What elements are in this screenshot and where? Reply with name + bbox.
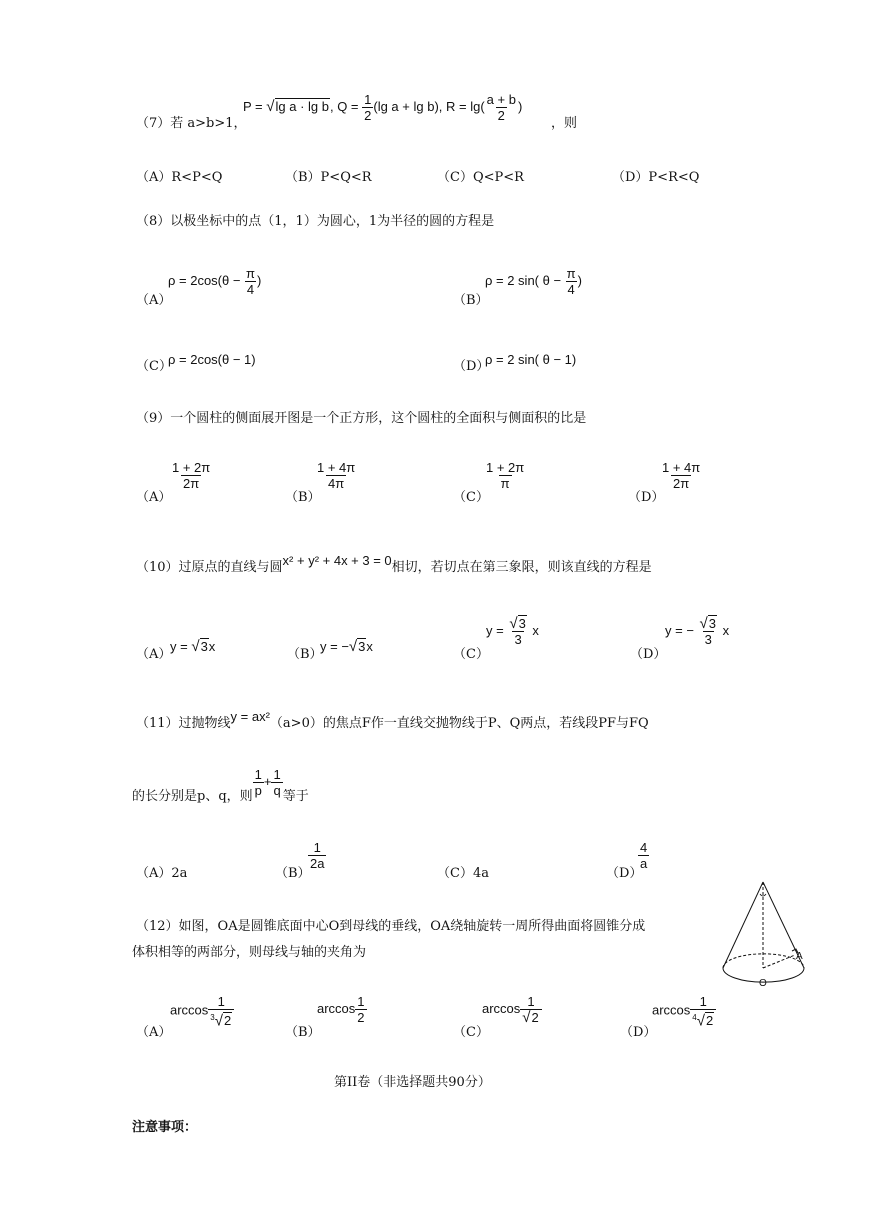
q8-option-b-formula: ρ = 2 sin( θ − $\frac{\pi}{4}$ ) [485, 266, 582, 297]
q11-option-b-label: （B） [275, 866, 311, 881]
q9-option-c-fraction: $\frac{1 + 2\pi}{\pi}$ [486, 460, 525, 491]
q8-option-a-formula: ρ = 2cos(θ − $\frac{\pi}{4}$ ) [168, 266, 262, 297]
q10-option-b-formula: y = −√3x [320, 638, 373, 655]
q7-option-d: （D）P<R<Q [612, 170, 700, 185]
q11-label: （11）过抛物线y = ax²（a>0）的焦点F作一直线交抛物线于P、Q两点，若线段PF与FQ [136, 709, 649, 731]
q12-option-b-formula: arccos $\frac{1}{2}$ [317, 994, 365, 1025]
q9-option-a-fraction: $\frac{1 + 2\pi}{2\pi}$ [172, 460, 211, 491]
q11-parabola-equation: y = ax² [230, 709, 270, 724]
q11-option-a: （A）2a [136, 866, 188, 881]
q9-option-a-label: （A） [136, 490, 172, 505]
label-a: A [796, 951, 803, 962]
q12-option-b-label: （B） [285, 1025, 321, 1040]
q11-option-d-fraction: $\frac{4}{a}$ [640, 840, 648, 871]
q8-option-d-formula: ρ = 2 sin( θ − 1) [485, 352, 577, 367]
q10-option-d-formula: y = − $\frac{√3}{3}$ x [665, 615, 730, 647]
q8-option-b-label: （B） [453, 293, 489, 308]
cone-figure [716, 876, 816, 991]
label-o: O [759, 978, 767, 989]
cone-left-generatrix [723, 882, 763, 968]
q10-circle-equation: x² + y² + 4x + 3 = 0 [282, 553, 392, 568]
q10-label: （10）过原点的直线与圆x² + y² + 4x + 3 = 0相切，若切点在第三象限，则该直线的方程是 [136, 553, 652, 575]
q12-option-a-formula: arccos $\frac{1}{^3√2}$ [170, 994, 234, 1028]
q8-option-c-label: （C） [136, 359, 172, 374]
notes-heading: 注意事项： [132, 1120, 198, 1135]
q9-option-d-fraction: $\frac{1 + 4\pi}{2\pi}$ [662, 460, 701, 491]
q9-label: （9）一个圆柱的侧面展开图是一个正方形，这个圆柱的全面积与侧面积的比是 [136, 411, 587, 426]
q12-option-a-label: （A） [136, 1025, 172, 1040]
q12-line1: （12）如图，OA是圆锥底面中心O到母线的垂线，OA绕轴旋转一周所得曲面将圆锥分成 [136, 919, 646, 934]
q7-tail: ，则 [551, 116, 578, 131]
q10-option-c-formula: y = $\frac{√3}{3}$ x [486, 615, 539, 647]
q8-option-a-label: （A） [136, 293, 172, 308]
q11-option-c: （C）4a [437, 866, 489, 881]
section-title: 第II卷（非选择题共90分） [334, 1075, 491, 1090]
q11-option-d-label: （D） [606, 866, 643, 881]
q12-option-c-formula: arccos $\frac{1}{√2}$ [482, 994, 542, 1025]
q12-line2: 体积相等的两部分，则母线与轴的夹角为 [132, 945, 367, 960]
q8-option-c-formula: ρ = 2cos(θ − 1) [168, 352, 256, 367]
q10-option-c-label: （C） [453, 647, 489, 662]
q9-option-b-label: （B） [285, 490, 321, 505]
q12-option-d-label: （D） [620, 1025, 657, 1040]
q7-option-a: （A）R<P<Q [136, 170, 223, 185]
q10-option-b-label: （B） [287, 647, 323, 662]
q11-sum-expression: $\frac{1}{p}$ + $\frac{1}{q}$ [254, 767, 281, 798]
q9-option-b-fraction: $\frac{1 + 4\pi}{4\pi}$ [317, 460, 356, 491]
q10-option-a-formula: y = √3x [170, 638, 216, 655]
q11-option-b-fraction: $\frac{1}{2a}$ [310, 840, 325, 871]
q7-label: （7）若 a>b>1， [136, 116, 247, 131]
q12-option-c-label: （C） [453, 1025, 489, 1040]
q7-option-c: （C）Q<P<R [437, 170, 524, 185]
q12-option-d-formula: arccos $\frac{1}{^4√2}$ [652, 994, 716, 1028]
q9-option-d-label: （D） [628, 490, 665, 505]
q7-formula: P = √lg a · lg b, Q = $\frac{1}{2}$ (lg a + lg b), R = lg( $\frac{a + b}{2}$ ) [243, 92, 523, 123]
q8-option-d-label: （D） [453, 359, 490, 374]
q9-option-c-label: （C） [453, 490, 489, 505]
q10-option-d-label: （D） [630, 647, 667, 662]
q11-line2: 的长分别是p、q，则 $\frac{1}{p}$ + $\frac{1}{q}$ 等于 [132, 767, 309, 804]
q10-option-a-label: （A） [136, 647, 172, 662]
q7-option-b: （B）P<Q<R [285, 170, 372, 185]
q8-label: （8）以极坐标中的点（1，1）为圆心，1为半径的圆的方程是 [136, 214, 495, 229]
